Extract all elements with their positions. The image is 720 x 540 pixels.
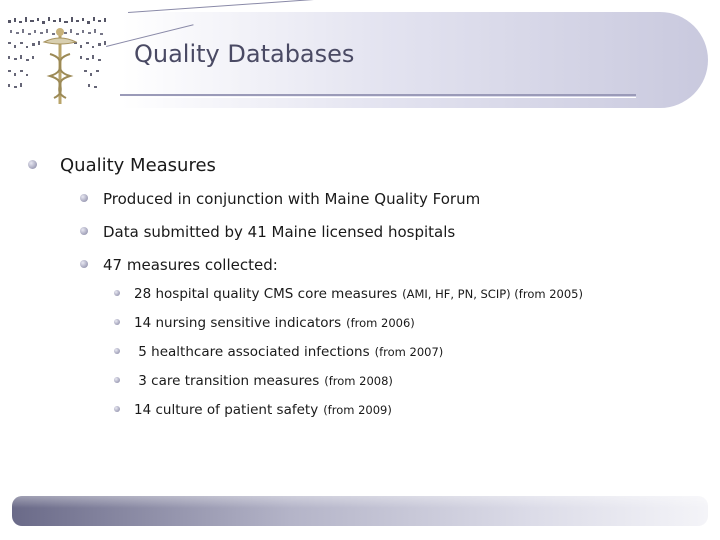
bullet-icon <box>80 194 88 202</box>
bullet-text: Data submitted by 41 Maine licensed hospitals <box>103 223 456 241</box>
bullet-item-level2 <box>80 223 455 241</box>
bullet-item-level2 <box>80 190 480 208</box>
bullet-item-level2 <box>80 256 278 274</box>
footer-bar-highlight <box>12 496 708 508</box>
bullet-icon <box>28 160 37 169</box>
bullet-icon <box>114 377 120 383</box>
measure-text: 3 care transition measures <box>134 373 320 389</box>
slide-title: Quality Databases <box>134 40 355 68</box>
bullet-icon <box>114 348 120 354</box>
bullet-text: Quality Measures <box>60 155 216 176</box>
measure-note: (from 2007) <box>374 345 444 359</box>
bullet-item-level3 <box>114 286 583 302</box>
bullet-item-level3 <box>114 344 443 360</box>
measure-text: 14 nursing sensitive indicators <box>134 315 342 331</box>
bullet-icon <box>114 319 120 325</box>
measure-note: (AMI, HF, PN, SCIP) (from 2005) <box>402 287 583 301</box>
bullet-icon <box>80 260 88 268</box>
bullet-item-level1 <box>28 155 216 176</box>
title-underline-highlight <box>120 97 636 98</box>
measure-text: 5 healthcare associated infections <box>134 344 370 360</box>
measure-note: (from 2008) <box>324 374 393 388</box>
measure-note: (from 2009) <box>323 403 392 417</box>
measure-text: 28 hospital quality CMS core measures <box>134 286 398 302</box>
title-underline <box>120 94 636 96</box>
bullet-text: 47 measures collected: <box>103 256 278 274</box>
measure-note: (from 2006) <box>346 316 415 330</box>
bullet-item-level3 <box>114 402 392 418</box>
bullet-item-level3 <box>114 315 415 331</box>
bullet-icon <box>114 406 120 412</box>
bullet-text: Produced in conjunction with Maine Quality Forum <box>103 190 481 208</box>
bullet-icon <box>114 290 120 296</box>
bullet-item-level3 <box>114 373 393 389</box>
logo-collage-image <box>4 12 118 110</box>
bullet-icon <box>80 227 88 235</box>
measure-text: 14 culture of patient safety <box>134 402 319 418</box>
